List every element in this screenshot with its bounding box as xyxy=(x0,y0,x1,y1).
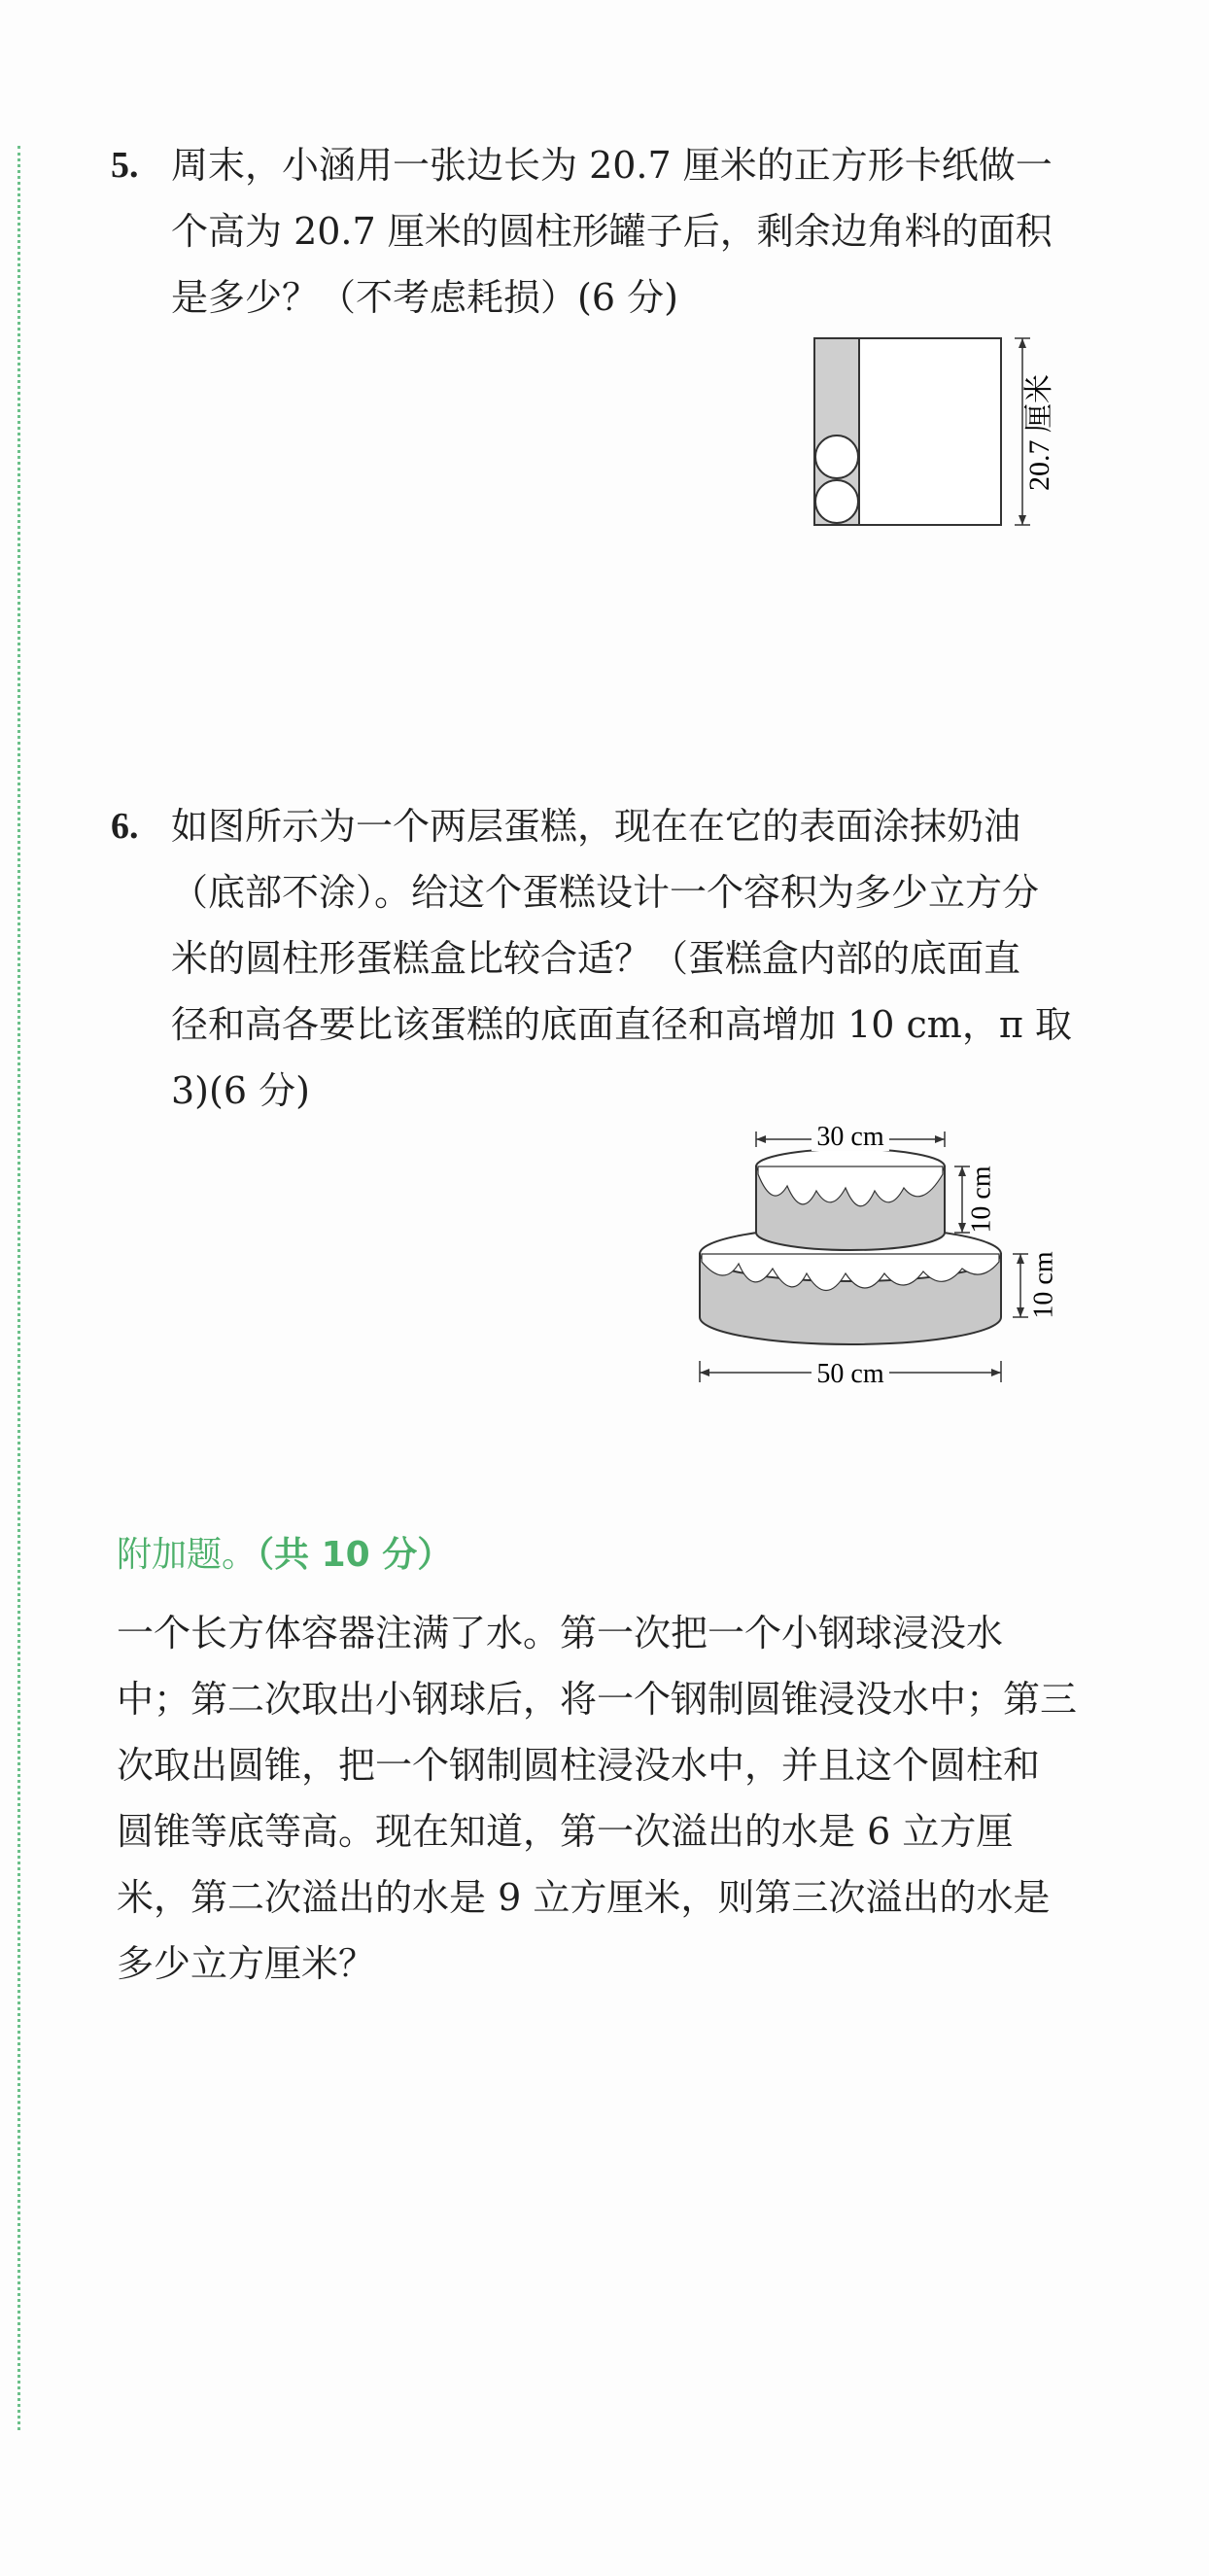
question-text-line: 径和高各要比该蛋糕的底面直径和高增加 10 cm，π 取 xyxy=(171,1003,1072,1046)
circle-shape xyxy=(815,480,858,523)
bonus-text-line: 多少立方厘米？ xyxy=(117,1942,376,1985)
question-text-line: 是多少？（不考虑耗损）(6 分) xyxy=(171,276,678,319)
bonus-title-points: （共 10 分） xyxy=(257,1535,453,1575)
question-text-line: 米的圆柱形蛋糕盒比较合适？（蛋糕盒内部的底面直 xyxy=(171,937,1021,980)
bonus-text-line: 次取出圆锥，把一个钢制圆柱浸没水中，并且这个圆柱和 xyxy=(117,1744,1041,1787)
square-card-figure xyxy=(797,331,1088,544)
question-number: 5. xyxy=(111,145,139,186)
question-text-line: 如图所示为一个两层蛋糕，现在在它的表面涂抹奶油 xyxy=(171,805,1021,848)
bonus-text-line: 中；第二次取出小钢球后，将一个钢制圆锥浸没水中；第三 xyxy=(117,1678,1078,1721)
bonus-text-line: 一个长方体容器注满了水。第一次把一个小钢球浸没水 xyxy=(117,1612,1004,1654)
bonus-text-line: 米，第二次溢出的水是 9 立方厘米，则第三次溢出的水是 xyxy=(117,1876,1051,1919)
question-text-line: 周末，小涵用一张边长为 20.7 厘米的正方形卡纸做一 xyxy=(171,144,1053,187)
bonus-question xyxy=(117,1600,1088,1997)
bottom-diameter-label: 50 cm xyxy=(816,1359,884,1389)
question-text-line: （底部不涂）。给这个蛋糕设计一个容积为多少立方分 xyxy=(171,871,1040,914)
bonus-title-prefix: 附加题 xyxy=(117,1535,223,1575)
bottom-height-label: 10 cm xyxy=(1028,1251,1059,1319)
two-layer-cake-figure xyxy=(680,1118,1088,1400)
top-diameter-label: 30 cm xyxy=(816,1122,884,1152)
margin-dotted-line xyxy=(17,146,20,2430)
bonus-text-line: 圆锥等底等高。现在知道，第一次溢出的水是 6 立方厘 xyxy=(117,1810,1014,1853)
question-5 xyxy=(111,132,1088,331)
question-text-line: 个高为 20.7 厘米的圆柱形罐子后，剩余边角料的面积 xyxy=(171,210,1053,253)
circle-shape xyxy=(815,435,858,478)
bonus-title-dot: 。 xyxy=(222,1535,258,1575)
bonus-title xyxy=(117,1526,452,1584)
top-height-label: 10 cm xyxy=(966,1166,997,1234)
question-number: 6. xyxy=(111,806,139,847)
question-6 xyxy=(111,793,1088,1124)
question-text-line: 3)(6 分) xyxy=(171,1069,310,1112)
side-length-label: 20.7 厘米 xyxy=(1022,374,1055,491)
